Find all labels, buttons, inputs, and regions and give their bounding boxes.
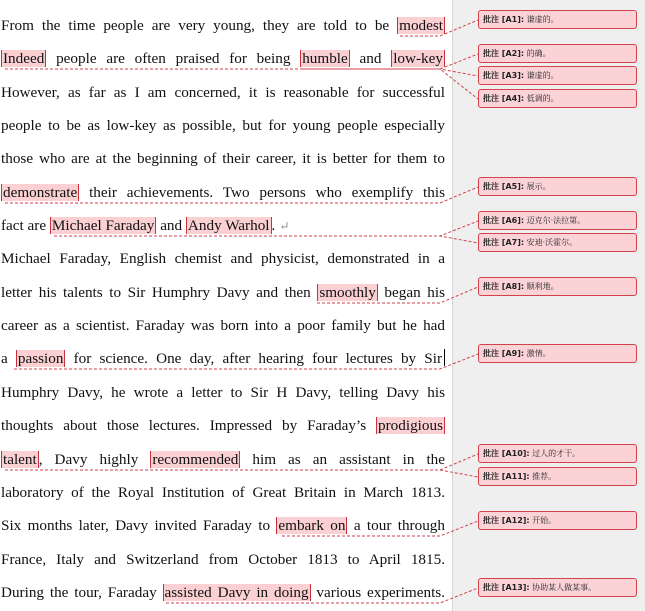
comment-label: 批注 [A12]: — [483, 516, 530, 525]
body-text: a tour through — [347, 517, 445, 534]
comment-label: 批注 [A3]: — [483, 71, 525, 80]
comment-balloon-a3[interactable] — [478, 66, 637, 85]
body-text: France, Italy and Switzerland from October 1813 to April 1815. — [1, 551, 445, 568]
comment-text: 顺利地。 — [524, 282, 559, 291]
comment-text: 谦虚的。 — [524, 71, 559, 80]
comment-anchor-a10[interactable]: prodigious — [378, 417, 443, 434]
comment-anchor-a13[interactable]: assisted Davy in doing — [164, 584, 309, 601]
comment-text: 迈克尔·法拉第。 — [524, 216, 586, 225]
text-line — [1, 414, 445, 438]
text-line — [1, 47, 445, 71]
comment-label: 批注 [A1]: — [483, 15, 525, 24]
body-text: . — [271, 217, 276, 234]
comment-anchor-a8[interactable]: smoothly — [319, 284, 376, 301]
text-line — [1, 14, 445, 38]
comment-balloon-a1[interactable] — [478, 10, 637, 29]
body-text: fact are — [1, 217, 50, 234]
comment-anchor-a12[interactable]: embark on — [278, 517, 346, 534]
comment-label: 批注 [A11]: — [483, 472, 530, 481]
body-text: thoughts about those lectures. Impressed by Faraday’s — [1, 417, 377, 434]
text-line — [1, 581, 445, 605]
text-cursor — [444, 349, 445, 366]
comment-anchor-a10-cont[interactable]: talent — [3, 451, 37, 468]
comment-anchor-a5[interactable]: demonstrate — [3, 184, 78, 201]
comment-anchor-a3[interactable]: humble — [302, 50, 348, 67]
comment-balloon-a5[interactable] — [478, 177, 637, 196]
comment-balloon-a7[interactable] — [478, 233, 637, 252]
text-line — [1, 214, 445, 238]
comment-label: 批注 [A10]: — [483, 449, 530, 458]
comment-balloon-a11[interactable] — [478, 467, 637, 486]
body-text: a — [1, 350, 16, 367]
comment-label: 批注 [A6]: — [483, 216, 525, 225]
body-text: and — [349, 50, 392, 67]
comment-text: 激情。 — [524, 349, 551, 358]
comment-anchor-a9[interactable]: passion — [17, 350, 64, 367]
comment-text: 的确。 — [524, 49, 551, 58]
body-text: From the time people are very young, they are told to be — [1, 17, 398, 34]
comment-label: 批注 [A2]: — [483, 49, 525, 58]
body-text: people to be as low-key as possible, but for young people especially — [1, 117, 445, 134]
body-text: However, as far as I am concerned, it is reasonable for successful — [1, 84, 445, 101]
text-line — [1, 281, 445, 305]
comment-balloon-a10[interactable] — [478, 444, 637, 463]
text-line — [1, 347, 445, 371]
comment-balloon-a4[interactable] — [478, 89, 637, 108]
comment-text: 开始。 — [529, 516, 557, 525]
comment-label: 批注 [A8]: — [483, 282, 525, 291]
body-text: career as a scientist. Faraday was born into a poor family but he had — [1, 317, 445, 334]
comment-text: 协助某人做某事。 — [529, 583, 597, 592]
comment-balloon-a9[interactable] — [478, 344, 637, 363]
comment-anchor-a1[interactable]: modest — [399, 17, 443, 34]
body-text: and — [156, 217, 186, 234]
body-text: people are often praised for being — [46, 50, 301, 67]
comment-text: 过人的才干。 — [529, 449, 581, 458]
text-line — [1, 548, 445, 572]
text-line — [1, 481, 445, 505]
comment-text: 安迪·沃霍尔。 — [524, 238, 578, 247]
comment-label: 批注 [A4]: — [483, 94, 525, 103]
text-line — [1, 247, 445, 271]
comment-balloon-a2[interactable] — [478, 44, 637, 63]
text-line — [1, 181, 445, 205]
comment-text: 低调的。 — [524, 94, 559, 103]
comment-label: 批注 [A7]: — [483, 238, 525, 247]
comment-balloon-a8[interactable] — [478, 277, 637, 296]
body-text: Michael Faraday, English chemist and physicist, demonstrated in a — [1, 250, 445, 267]
body-text: began his — [377, 284, 445, 301]
comment-anchor-a7[interactable]: Andy Warhol — [187, 217, 270, 234]
comment-balloon-a13[interactable] — [478, 578, 637, 597]
body-text: , Davy highly — [38, 451, 151, 468]
comment-label: 批注 [A9]: — [483, 349, 525, 358]
body-text: Humphry Davy, he wrote a letter to Sir H Davy, telling Davy his — [1, 384, 445, 401]
comment-label: 批注 [A5]: — [483, 182, 525, 191]
text-line — [1, 381, 445, 405]
body-text: Six months later, Davy invited Faraday to — [1, 517, 277, 534]
body-text: for science. One day, after hearing four lectures by Sir — [65, 350, 443, 367]
text-line — [1, 114, 445, 138]
body-text: him as an assistant in the — [240, 451, 445, 468]
body-text: their achievements. Two persons who exemplify this — [79, 184, 445, 201]
text-line — [1, 514, 445, 538]
comment-text: 推荐。 — [529, 472, 557, 481]
paragraph-mark-icon: ↵ — [279, 219, 290, 233]
comment-label: 批注 [A13]: — [483, 583, 530, 592]
text-line — [1, 147, 445, 171]
comment-balloon-a12[interactable] — [478, 511, 637, 530]
body-text: During the tour, Faraday — [1, 584, 163, 601]
comment-text: 谦虚的。 — [524, 15, 559, 24]
body-text: letter his talents to Sir Humphry Davy and then — [1, 284, 318, 301]
text-line — [1, 448, 445, 472]
text-line — [1, 314, 445, 338]
comment-anchor-a2[interactable]: Indeed — [3, 50, 45, 67]
body-text: various experiments. — [310, 584, 446, 601]
comment-anchor-a4[interactable]: low-key — [393, 50, 443, 67]
comment-anchor-a6[interactable]: Michael Faraday — [51, 217, 155, 234]
comment-anchor-a11[interactable]: recommended — [152, 451, 239, 468]
body-text: laboratory of the Royal Institution of Great Britain in March 1813. — [1, 484, 445, 501]
comment-balloon-a6[interactable] — [478, 211, 637, 230]
body-text: those who are at the beginning of their career, it is better for them to — [1, 150, 445, 167]
comment-text: 展示。 — [524, 182, 551, 191]
text-line — [1, 81, 445, 105]
